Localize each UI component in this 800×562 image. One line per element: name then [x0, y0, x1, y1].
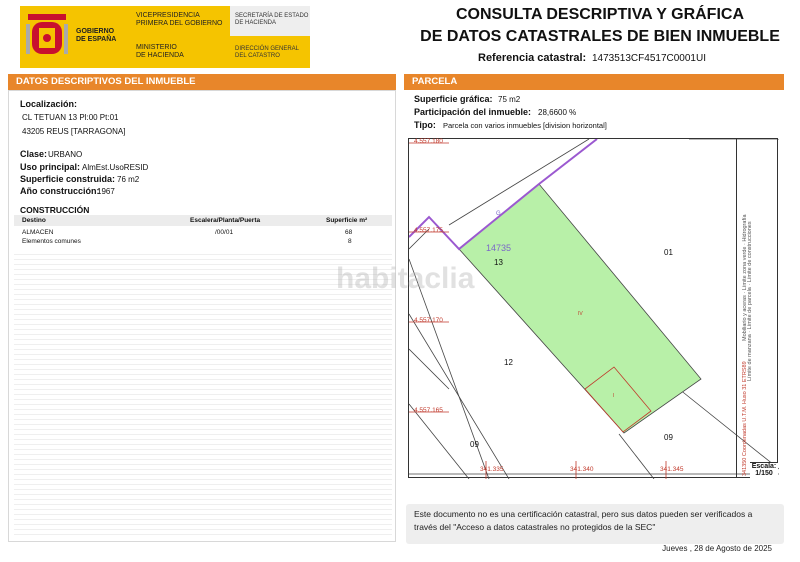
tipo-label: Tipo:: [414, 120, 436, 130]
x-coord-label: 341.345: [660, 466, 684, 473]
participacion-value: 28,6600 %: [538, 108, 577, 117]
ministerio-label: MINISTERIO DE HACIENDA: [136, 44, 184, 59]
map-drawing: [409, 139, 779, 479]
tipo-value: Parcela con varios inmuebles [division horizontal]: [443, 121, 607, 130]
th-superficie: Superficie m²: [326, 217, 368, 224]
section-bar-parcela: PARCELA: [404, 74, 784, 90]
th-escalera: Escalera/Planta/Puerta: [190, 217, 261, 224]
table-row-destino: ALMACEN: [22, 229, 54, 236]
legend-item: Hidrografía: [742, 214, 748, 242]
vicepresidencia-label: VICEPRESIDENCIA PRIMERA DEL GOBIERNO: [136, 12, 223, 27]
scale-value: 1/150: [755, 470, 773, 477]
scale-label: Escala:: [751, 463, 777, 470]
disclaimer-line1: Este documento no es una certificación catastral, pero sus datos pueden ser verificados a: [414, 509, 753, 519]
sup-grafica-value: 75 m2: [498, 95, 521, 104]
scale-box: [750, 462, 778, 479]
map-legend: Límite de manzana · Límite de parcela · Límite de construcciones Mobiliario y aceras · Límite zona verde · Hidrografía 341350 Coordenadas U.T.M. Huso 31 ETRS89: [736, 138, 778, 478]
table-row-destino: Elementos comunes: [22, 238, 81, 245]
disclaimer-box: [406, 504, 784, 544]
construccion-title: CONSTRUCCIÓN: [20, 205, 90, 215]
page-title-line2: DE DATOS CATASTRALES DE BIEN INMUEBLE: [420, 28, 780, 45]
disclaimer-line2: través del "Acceso a datos catastrales no protegidos de la SEC": [414, 522, 656, 532]
plot-label: 13: [494, 258, 503, 267]
watermark-logo: habitaclia: [336, 262, 475, 295]
document-date: Jueves , 28 de Agosto de 2025: [662, 544, 772, 553]
legend-item: Mobiliario y aceras: [742, 295, 748, 341]
parcel-number: 14735: [486, 243, 512, 253]
utm-note: 341350 Coordenadas U.T.M. Huso 31 ETRS89: [742, 361, 748, 476]
superficie-value: 76 m2: [117, 175, 140, 184]
plot-label: I: [613, 393, 615, 399]
participacion-label: Participación del inmueble:: [414, 107, 532, 117]
x-coord-label: 341.340: [570, 466, 594, 473]
y-coord-label: 4.557.170: [414, 317, 443, 324]
legend-item: Límite zona verde: [742, 246, 748, 291]
address-line1: CL TETUAN 13 Pl:00 Pt:01: [22, 113, 119, 122]
plot-label: IV: [578, 311, 583, 317]
cadastral-map: [408, 138, 778, 478]
table-row-superficie: 8: [348, 238, 352, 245]
y-coord-label: 4.557.175: [414, 227, 443, 234]
y-coord-label: 4.557.165: [414, 407, 443, 414]
plot-label: G: [496, 211, 501, 217]
plot-label: 12: [504, 358, 513, 367]
anio-value: 1967: [97, 187, 115, 196]
clase-value: URBANO: [48, 150, 83, 159]
table-row-superficie: 68: [345, 229, 353, 236]
legend-item: Límite de parcela: [747, 287, 753, 330]
sup-grafica-label: Superficie gráfica:: [414, 94, 493, 104]
th-destino: Destino: [22, 217, 46, 224]
coat-of-arms-icon: [24, 12, 70, 62]
plot-label: 01: [664, 248, 673, 257]
uso-label: Uso principal:: [20, 162, 81, 172]
secretaria-label: SECRETARÍA DE ESTADO DE HACIENDA: [235, 13, 309, 26]
ref-value: 1473513CF4517C0001UI: [592, 53, 706, 64]
anio-label: Año construcción:: [20, 186, 100, 196]
legend-item: Límite de construcciones: [747, 221, 753, 283]
localizacion-label: Localización:: [20, 99, 78, 109]
ref-label: Referencia catastral:: [478, 52, 587, 64]
y-coord-label: 4.557.180: [414, 138, 443, 145]
gobierno-label: GOBIERNO DE ESPAÑA: [76, 28, 117, 43]
uso-value: AlmEst.UsoRESID: [82, 163, 149, 172]
address-line2: 43205 REUS [TARRAGONA]: [22, 127, 126, 136]
plot-label: 09: [664, 433, 673, 442]
section-bar-descriptivos: DATOS DESCRIPTIVOS DEL INMUEBLE: [8, 74, 396, 90]
page-title-line1: CONSULTA DESCRIPTIVA Y GRÁFICA: [455, 6, 744, 23]
clase-label: Clase:: [20, 149, 48, 159]
plot-label: 09: [470, 440, 479, 449]
superficie-label: Superficie construida:: [20, 174, 116, 184]
direccion-label: DIRECCIÓN GENERAL DEL CATASTRO: [235, 46, 300, 59]
table-row-escalera: /00/01: [215, 229, 234, 236]
legend-item: Límite de manzana: [747, 334, 753, 381]
x-coord-label: 341.335: [480, 466, 504, 473]
